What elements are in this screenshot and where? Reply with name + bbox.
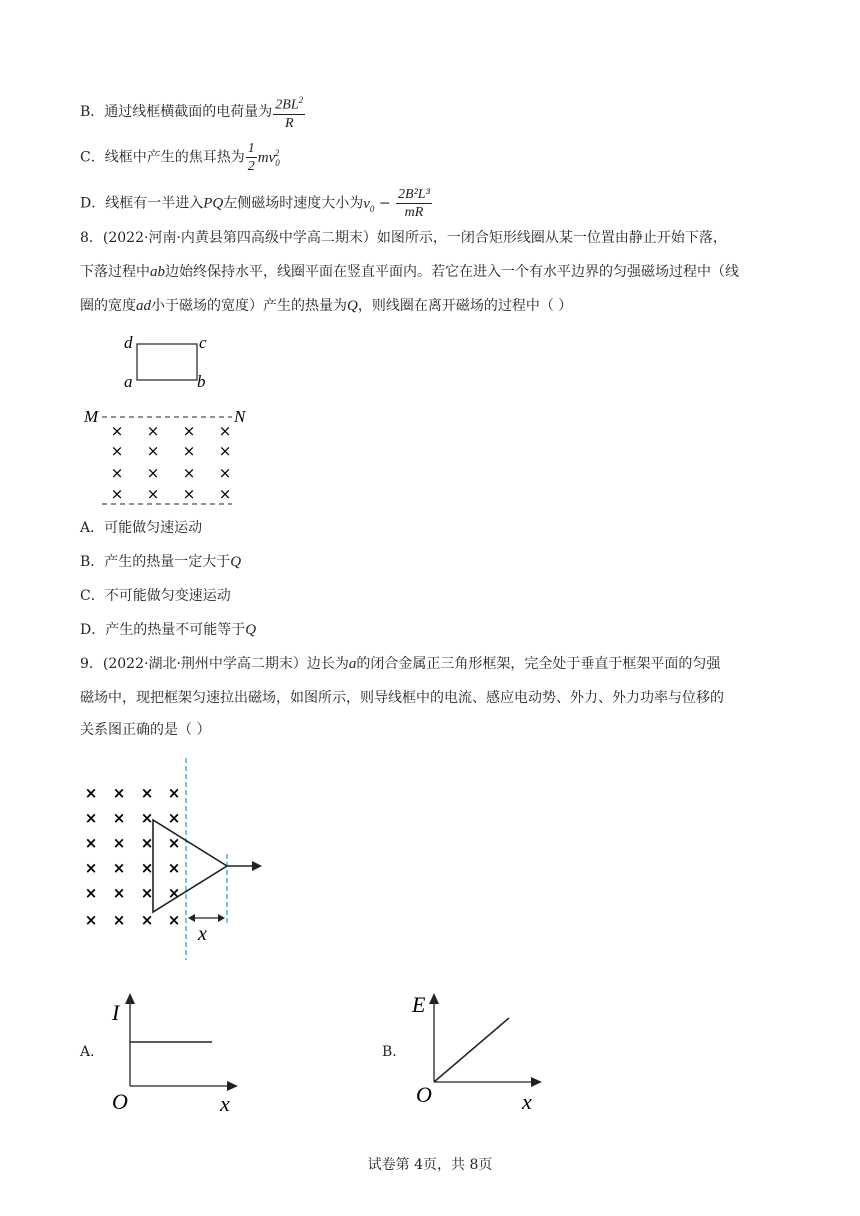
field-cross-mark: × <box>140 784 154 802</box>
field-cross-mark: × <box>218 422 232 440</box>
q9-option-a-label: A． <box>80 1044 105 1060</box>
magnetic-field-crosses <box>111 422 232 503</box>
field-cross-mark: × <box>84 834 98 852</box>
q7-option-d: D．线框有一半进入PQ左侧磁场时速度大小为$v_0$ − $\frac{\text{2B²L³}}{mR}$ <box>80 187 430 220</box>
x-axis-arrowhead <box>227 1081 238 1091</box>
field-cross-mark: × <box>167 884 181 902</box>
x-axis-label: x <box>522 1089 532 1114</box>
field-cross-mark: × <box>112 859 126 877</box>
q8-option-c: C．不可能做匀变速运动 <box>80 588 231 604</box>
y-axis-arrowhead <box>429 993 439 1004</box>
field-cross-mark: × <box>182 464 196 482</box>
field-cross-mark: × <box>110 485 124 503</box>
x-axis-label: x <box>220 1091 230 1116</box>
field-cross-mark: × <box>182 485 196 503</box>
q8-stem-line2: 下落过程中ab边始终保持水平，线圈平面在竖直平面内。若它在进入一个有水平边界的匀强磁场过程中（线 <box>80 264 739 280</box>
q8-option-d: D．产生的热量不可能等于Q <box>80 622 257 638</box>
field-cross-mark: × <box>146 442 160 460</box>
field-cross-mark: × <box>182 442 196 460</box>
displacement-arrowhead-right <box>218 914 225 922</box>
field-cross-mark: × <box>112 834 126 852</box>
field-cross-mark: × <box>110 422 124 440</box>
q7-option-b <box>80 92 306 132</box>
label-n: N <box>234 407 246 426</box>
field-cross-mark: × <box>182 422 196 440</box>
field-cross-mark: × <box>84 884 98 902</box>
rectangular-coil <box>137 344 197 380</box>
field-cross-mark: × <box>112 784 126 802</box>
displacement-label: x <box>198 923 207 945</box>
field-cross-mark: × <box>140 911 154 929</box>
field-cross-mark: × <box>110 464 124 482</box>
label-d: d <box>124 333 133 352</box>
q7-option-c <box>80 140 279 175</box>
label-m: M <box>84 407 99 426</box>
y-axis-label: E <box>412 992 426 1017</box>
q8-stem-line1: 8．(2022·河南·内黄县第四高级中学高二期末）如图所示，一闭合矩形线圈从某一位置由静止开始下落， <box>80 230 727 246</box>
field-cross-mark: × <box>112 884 126 902</box>
x-axis-arrowhead <box>531 1077 542 1087</box>
q8-option-a: A．可能做匀速运动 <box>80 520 203 536</box>
page-footer: 试卷第 4页，共 8页 <box>367 1157 493 1173</box>
field-cross-mark: × <box>84 911 98 929</box>
field-cross-mark: × <box>146 464 160 482</box>
emf-line <box>434 1018 509 1082</box>
field-cross-mark: × <box>84 784 98 802</box>
magnetic-field-crosses <box>85 784 181 929</box>
field-cross-mark: × <box>218 442 232 460</box>
field-cross-mark: × <box>218 485 232 503</box>
q7-option-c-mv: $mv_0^2$ <box>257 147 280 168</box>
label-c: c <box>199 333 207 352</box>
origin-label: O <box>112 1089 128 1114</box>
label-a: a <box>124 372 133 391</box>
field-cross-mark: × <box>146 485 160 503</box>
q8-coil-field-diagram <box>80 328 260 513</box>
field-cross-mark: × <box>84 859 98 877</box>
q7-option-c-text: C．线框中产生的焦耳热为 <box>80 149 245 166</box>
field-cross-mark: × <box>218 464 232 482</box>
field-cross-mark: × <box>112 911 126 929</box>
q9-triangle-field-diagram <box>80 758 280 963</box>
field-cross-mark: × <box>167 911 181 929</box>
q7-option-d-v0: $v_0$ <box>363 195 375 214</box>
y-axis-arrowhead <box>125 993 135 1004</box>
q9-option-b-graph <box>408 988 548 1118</box>
displacement-arrowhead-left <box>188 914 195 922</box>
field-cross-mark: × <box>140 884 154 902</box>
q7-option-c-fraction: $\frac{1}{2}$ <box>247 141 255 174</box>
field-cross-mark: × <box>146 422 160 440</box>
q8-option-b: B．产生的热量一定大于Q <box>80 554 242 570</box>
q8-stem-line3: 圈的宽度ad小于磁场的宽度）产生的热量为Q，则线圈在离开磁场的过程中（ ） <box>80 298 573 314</box>
field-cross-mark: × <box>112 809 126 827</box>
y-axis-label: I <box>112 1000 120 1025</box>
q9-option-a-graph <box>108 990 248 1120</box>
field-cross-mark: × <box>84 809 98 827</box>
q9-option-b-label: B． <box>382 1044 407 1060</box>
field-cross-mark: × <box>140 834 154 852</box>
q7-option-b-fraction: $\frac{2BL^2}{R}$ <box>273 92 305 132</box>
field-cross-mark: × <box>140 859 154 877</box>
velocity-arrowhead <box>252 861 262 871</box>
triangle-frame <box>153 820 227 912</box>
field-cross-mark: × <box>167 809 181 827</box>
field-cross-mark: × <box>110 442 124 460</box>
field-cross-mark: × <box>140 809 154 827</box>
q9-stem-line2: 磁场中，现把框架匀速拉出磁场，如图所示，则导线框中的电流、感应电动势、外力、外力功率与位移的 <box>80 690 724 706</box>
q7-option-d-fraction: $\frac{\text{2B²L³}}{mR}$ <box>398 187 430 220</box>
field-cross-mark: × <box>167 784 181 802</box>
origin-label: O <box>416 1082 432 1107</box>
q9-stem-line3: 关系图正确的是（ ） <box>80 722 211 738</box>
q9-stem-line1: 9．(2022·湖北·荆州中学高二期末）边长为a的闭合金属正三角形框架，完全处于垂直于框架平面的匀强 <box>80 656 721 672</box>
label-b: b <box>197 372 206 391</box>
q7-option-b-text: B．通过线框横截面的电荷量为 <box>80 103 273 120</box>
field-cross-mark: × <box>167 859 181 877</box>
field-cross-mark: × <box>167 834 181 852</box>
